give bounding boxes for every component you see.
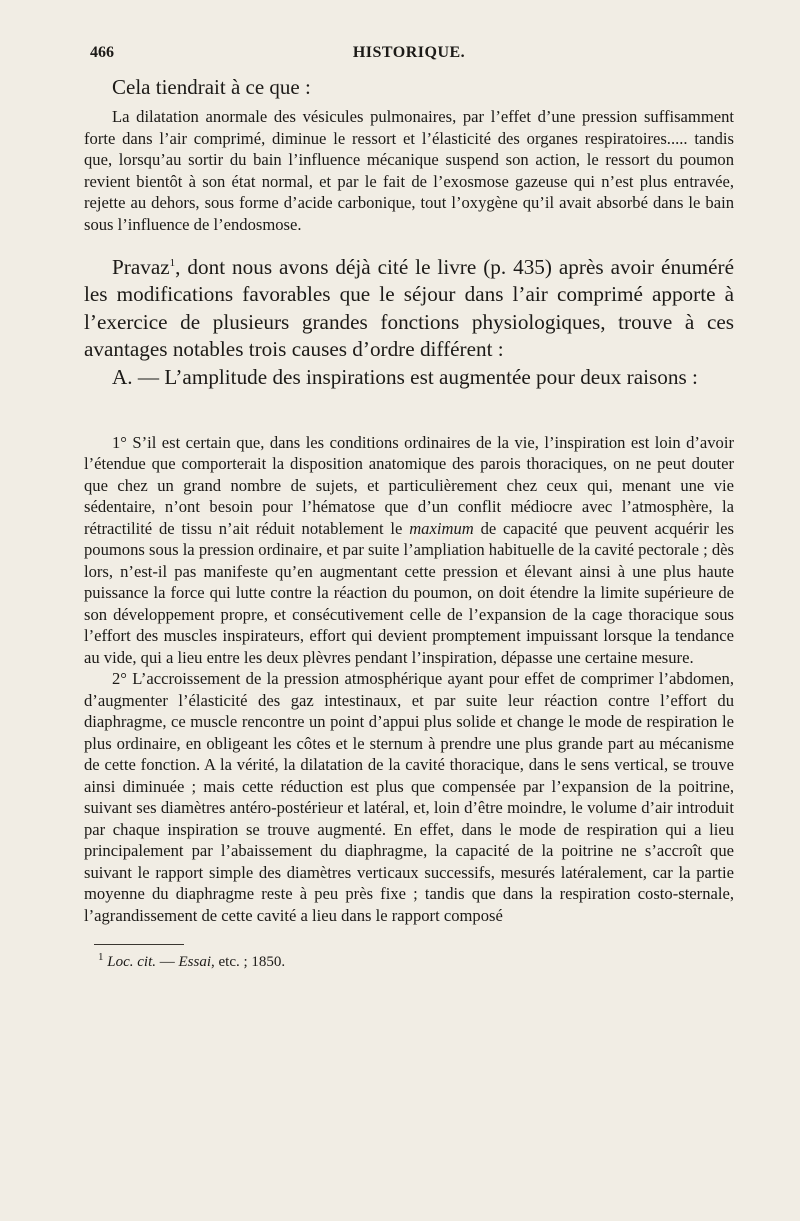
footnote-dash: — [156, 954, 179, 971]
pravaz-paragraph [84, 250, 734, 364]
intro-line: Cela tiendrait à ce que : [112, 75, 311, 99]
pravaz-name: Pravaz [112, 254, 170, 279]
footnote-divider [94, 944, 184, 945]
point-2-paragraph: 2° L’accroissement de la pression atmosphérique ayant pour effet de comprimer l’abdomen, d’augmenter l’élasticité des gaz intestinaux, et par suite leur réaction contre l’effort du diaphragme, ce muscle rencontre un point d’appui plus solide et change le mode de respiration le plus ordinaire, en obligeant les côtes et le sternum à prendre une plus grande part au mécanisme de cette fonction. A la vérité, la dilatation de la cavité thoracique, dans le sens vertical, se trouve ainsi diminuée ; mais cette réduction est plus que compensée par l’expansion de la poitrine, suivant ses diamètres antéro-postérieur et latéral, et, loin d’être moindre, le volume d’air introduit par chaque inspiration se trouve augmenté. En effet, dans le mode de respiration qui a lieu principalement par l’abaissement du diaphragme, la capacité de la poitrine ne s’accroît que suivant le rapport simple des diamètres verticaux successifs, mesurés latéralement, car la partie moyenne du diaphragme reste à peu près fixe ; tandis que dans la respiration costo-sternale, l’agrandissement de cette cavité a lieu dans le rapport composé [84, 669, 734, 925]
point-1-text-b: de capacité que peuvent acquérir les poumons sous la pression ordinaire, et par suite l’ampliation habituelle de la cavité pectorale ; dès lors, n’est-il pas manifeste qu’en augmentant cette pression et élevant ainsi à une plus haute puissance la force qui lutte contre la réaction du poumon, on doit étendre la limite supérieure de son développement propre, et consécutivement celle de l’expansion de la cage thoracique sous l’effort des muscles inspirateurs, effort qui devient promptement impuissant lorsque la tendance au vide, qui a lieu entre les deux plèvres pendant l’inspiration, dépasse une certaine mesure. [84, 518, 734, 667]
running-head: HISTORIQUE. [352, 44, 466, 61]
page [84, 44, 734, 971]
section-a-heading: A. — L’amplitude des inspirations est augmentée pour deux raisons : [112, 365, 698, 389]
footnote-rest: , etc. ; 1850. [211, 954, 286, 971]
footnote-mark: 1 [98, 951, 104, 964]
point-1-text-a: 1° S’il est certain que, dans les conditions ordinaires de la vie, l’inspiration est loin d’avoir l’étendue que comporterait la disposition anatomique des parois thoraciques, on ne peut douter que chez un grand nombre de sujets, et particulièrement chez ceux qui, menant une vie sédentaire, n’ont besoin pour l’hématose que d’un conflit médiocre avec l’atmosphère, la rétractilité de tissu n’ait réduit notablement le [84, 432, 734, 538]
quoted-passage: La dilatation anormale des vésicules pulmonaires, par l’effet d’une pression suffisamment forte dans l’air comprimé, diminue le ressort et l’élasticité des organes respiratoires..... tandis que, lorsqu’au sortir du bain l’influence mécanique suspend son action, le ressort du poumon revient bientôt à son état normal, et par le fait de l’exosmose gazeuse qui n’est plus entravée, rejette au dehors, sous forme d’acide carbonique, tout l’oxygène qu’il avait absorbé dans le bain sous l’influence de l’endosmose. [84, 107, 734, 234]
page-number: 466 [90, 44, 114, 61]
page-header [84, 44, 734, 70]
point-1-paragraph [84, 432, 734, 669]
footnote-essai: Essai [178, 954, 212, 971]
point-1-emphasis: maximum [409, 518, 474, 538]
pravaz-text: , dont nous avons déjà cité le livre (p. 435) après avoir énuméré les modifications favorables que le séjour dans l’air comprimé apporte à l’exercice de plusieurs grandes fonctions physiologiques, trouve à ces avantages notables trois causes d’ordre différent : [84, 254, 734, 362]
footnote-loc: Loc. cit. [107, 954, 156, 971]
footnote [98, 951, 734, 971]
footnote-ref: 1 [169, 256, 176, 269]
